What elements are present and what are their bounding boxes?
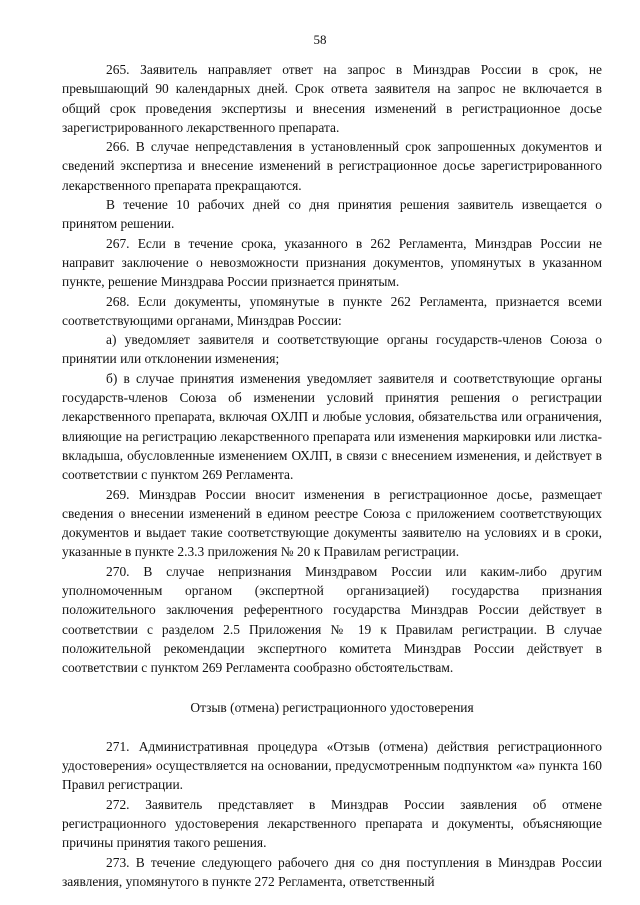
paragraph-268-a: а) уведомляет заявителя и соответствующие органы государств-членов Союза о принятии или отклонении изменения;: [62, 332, 602, 367]
paragraph-266: 266. В случае непредставления в установленный срок запрошенных документов и сведений экспертиза и внесение изменений в регистрационное досье зарегистрированного лекарственного препарата прекращаются.: [62, 139, 602, 193]
paragraph-268-b: б) в случае принятия изменения уведомляет заявителя и соответствующие органы государств-членов Союза об изменении условий принятия решения о регистрации лекарственного препарата, включая ОХЛП и любые условия, обязательства или ограничения, влияющие на регистрацию лекарственного препарата или изменения маркировки или листка-вкладыша, обусловленные изменением ОХЛП, в связи с внесением изменения, и действует в соответствии с пунктом 269 Регламента.: [62, 370, 602, 483]
paragraph-268: 268. Если документы, упомянутые в пункте 262 Регламента, признается всеми соответствующими органами, Минздрав России:: [62, 293, 602, 328]
page-number: 58: [313, 32, 327, 47]
section-heading: Отзыв (отмена) регистрационного удостоверения: [190, 699, 474, 715]
paragraph-269: 269. Минздрав России вносит изменения в регистрационное досье, размещает сведения о внесении изменений в едином реестре Союза с приложением соответствующих документов и выдает такие соответствующие документы заявителю на условиях и в сроки, указанные в пункте 2.3.3 приложения № 20 к Правилам регистрации.: [62, 486, 602, 560]
paragraph-266-notice: В течение 10 рабочих дней со дня принятия решения заявитель извещается о принятом решении.: [62, 197, 602, 232]
paragraph-270: 270. В случае непризнания Минздравом России или каким-либо другим уполномоченным органом (экспертной организацией) государства признания положительного заключения референтного государства Минздрав России действует в соответствии с разделом 2.5 Приложения № 19 к Правилам регистрации. В случае положительной рекомендации экспертного комитета Минздрав России действует в соответствии с пунктом 269 Регламента сообразно обстоятельствам.: [62, 563, 602, 676]
paragraph-267: 267. Если в течение срока, указанного в 262 Регламента, Минздрав России не направит заключение о невозможности признания документов, упомянутых в указанном пункте, решение Минздрава России признается принятым.: [62, 235, 602, 290]
paragraph-265: 265. Заявитель направляет ответ на запрос в Минздрав России в срок, не превышающий 90 календарных дней. Срок ответа заявителя на запрос не включается в общий срок проведения экспертизы и внесения изменений в регистрационное досье зарегистрированного лекарственного препарата.: [62, 62, 602, 135]
paragraph-272: 272. Заявитель представляет в Минздрав России заявления об отмене регистрационного удостоверения лекарственного препарата и документы, объясняющие причины принятия такого решения.: [62, 796, 602, 851]
paragraph-271: 271. Административная процедура «Отзыв (отмена) действия регистрационного удостоверения» осуществляется на основании, предусмотренным подпунктом «а» пункта 160 Правил регистрации.: [62, 738, 602, 793]
paragraph-273: 273. В течение следующего рабочего дня со дня поступления в Минздрав России заявления, упомянутого в пункте 272 Регламента, ответственный: [62, 854, 602, 889]
document-body: [62, 60, 602, 891]
